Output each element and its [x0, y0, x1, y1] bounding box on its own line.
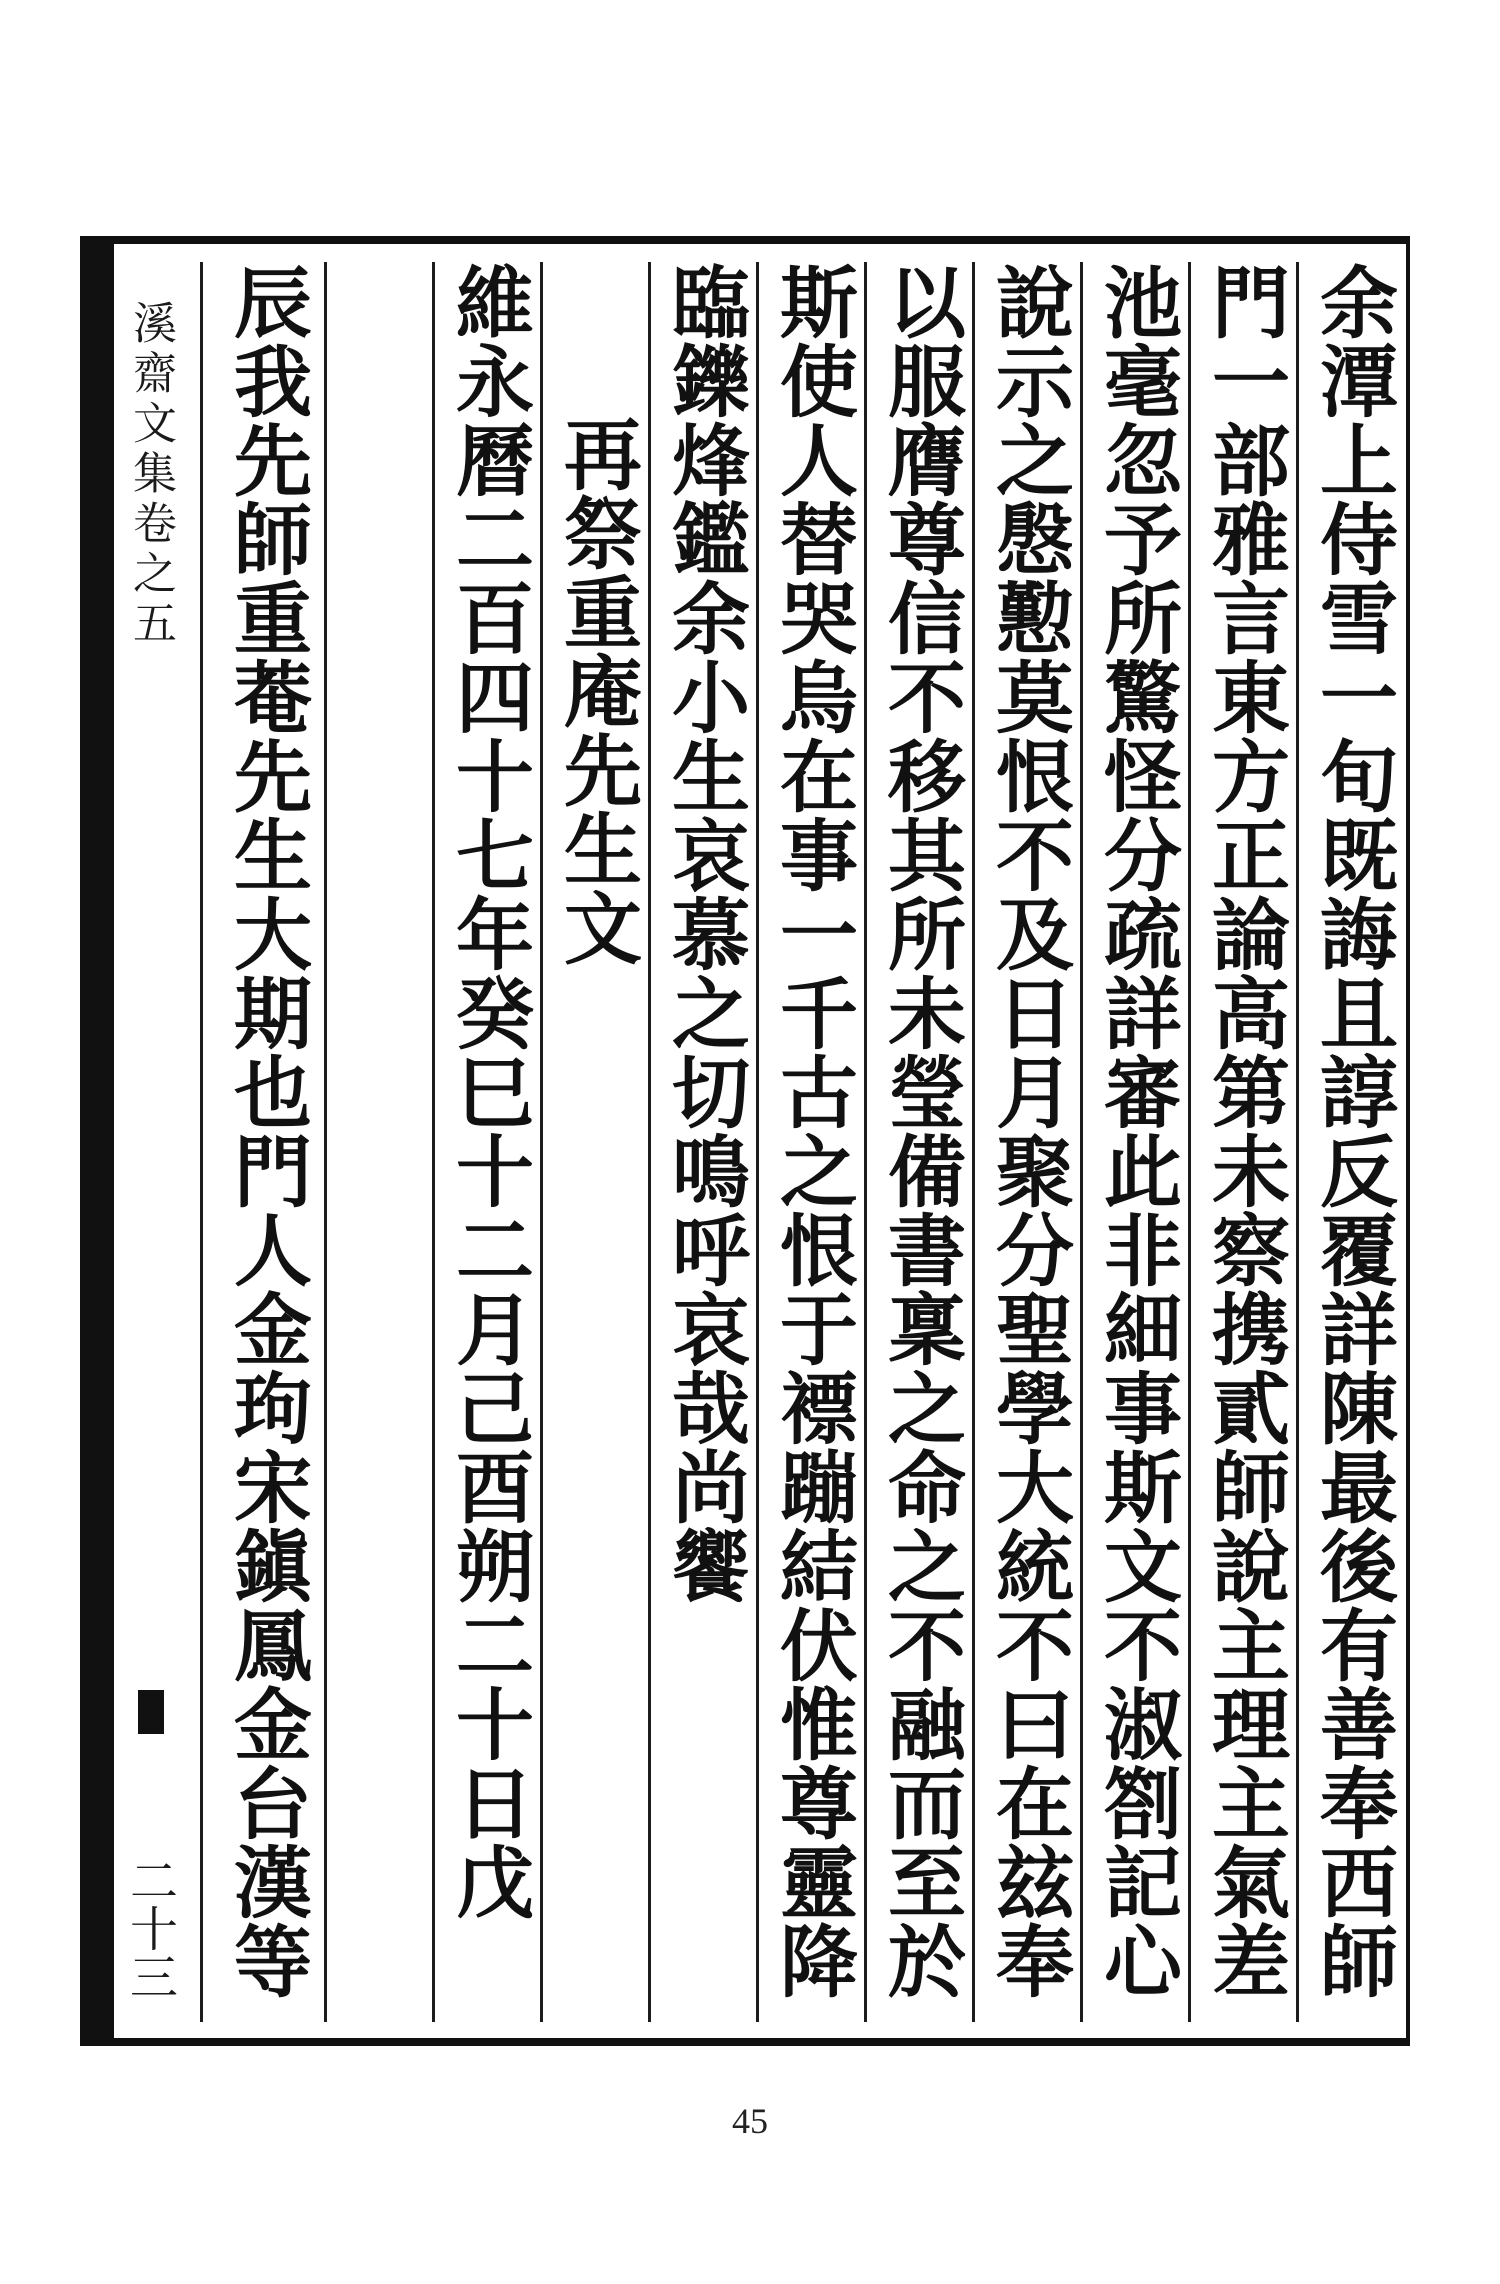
column-rule [200, 262, 203, 2022]
center-fold-margin [120, 300, 180, 2000]
leaf-number: 二十三 [121, 1856, 178, 2000]
text-column-1: 余潭上侍雪一旬既誨且諄反覆詳陳最後有善奉西師 [1307, 262, 1398, 2000]
text-column-6: 斯使人替哭烏在事一千古之恨于褾蹦結伏惟尊靈降 [767, 262, 858, 2000]
page-spine [80, 236, 114, 2046]
text-column-4: 說示之慇懃莫恨不及日月聚分聖學大統不曰在玆奉 [983, 262, 1074, 2000]
text-column-3: 池毫忽予所驚怪分疏詳審此非細事斯文不淑劄記心 [1091, 262, 1182, 2000]
text-column-10: 辰我先師重菴先生大期也門人金玽宋鎭鳳金台漢等 [221, 262, 312, 2000]
section-title: 再祭重庵先生文 [551, 414, 642, 967]
text-column-2: 門一部雅言東方正論高第未察携貳師說主理主氣差 [1199, 262, 1290, 2000]
collection-title: 溪齋文集卷之五 [125, 300, 176, 650]
text-column-7: 臨鑠烽鑑余小生哀慕之切鳴呼哀哉尚饗 [659, 262, 750, 1605]
text-column-5: 以服膺尊信不移其所未瑩備書稟之命之不融而至於 [875, 262, 966, 2000]
page-number: 45 [732, 2101, 768, 2141]
text-column-9: 維永曆二百四十七年癸巳十二月己酉朔二十日戊 [443, 262, 534, 1921]
column-rule [324, 262, 327, 2022]
